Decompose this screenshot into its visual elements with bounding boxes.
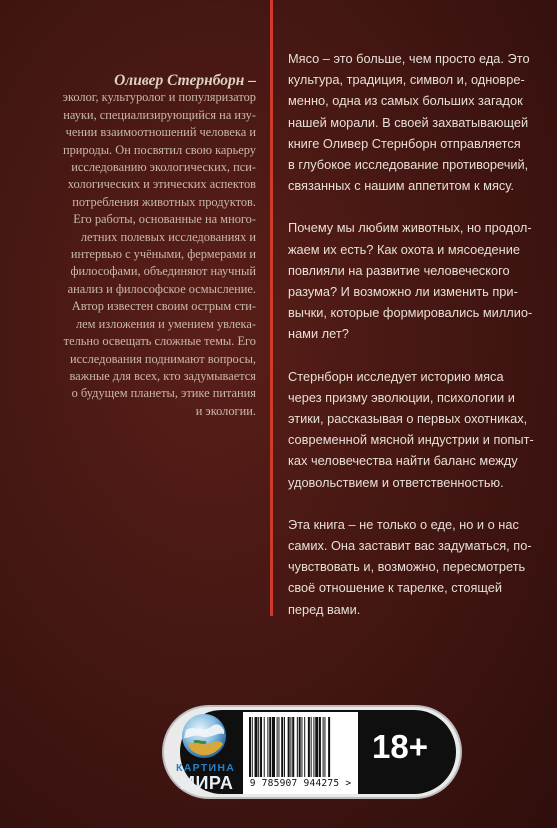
barcode-bar [267, 717, 268, 777]
description-line: удовольствием и ответственностью. [288, 474, 504, 490]
barcode-bar [252, 717, 253, 777]
barcode-bar [278, 717, 279, 777]
author-bio [40, 72, 256, 420]
description-line: этики, рассказывая о первых охотниках, [288, 411, 528, 427]
bio-line: Его работы, основанные на много- [73, 212, 256, 227]
description-line: Стернборн исследует историю мяса [288, 368, 504, 384]
barcode-bar [301, 717, 302, 777]
description-line: через призму эволюции, психологии и [288, 389, 515, 405]
barcode-bar [308, 717, 310, 777]
description-line: повлияли на развитие человеческого [288, 262, 510, 278]
publisher-name-line2: МИРА [180, 773, 234, 793]
bio-line: анализ и философское осмысление. [67, 281, 256, 296]
barcode-bars [249, 717, 352, 777]
barcode-bar [281, 717, 283, 777]
barcode-bar [315, 717, 318, 777]
barcode-bar [249, 717, 251, 777]
description-paragraph [288, 217, 540, 344]
bio-line: исследованию экологических, пси- [71, 160, 256, 175]
description-line: современной мясной индустрии и попыт- [288, 432, 534, 448]
description-paragraph [288, 366, 540, 493]
description-line: в глубокое исследование противоречий, [288, 157, 529, 173]
bio-line: лем изложения и умением увлека- [76, 316, 256, 331]
description-line: Почему мы любим животных, но продол- [288, 220, 532, 236]
red-divider-line [270, 0, 273, 616]
barcode-bar [299, 717, 301, 777]
description-line: Эта книга – не только о еде, но и о нас [288, 516, 519, 532]
book-description [288, 48, 540, 641]
bio-line: интервью с учёными, фермерами и [70, 247, 256, 262]
barcode-bar [328, 717, 330, 777]
bio-line: потребления животных продуктов. [72, 194, 256, 209]
description-line: связанных с нашим аппетитом к мясу. [288, 178, 514, 194]
description-line: своё отношение к тарелке, стоящей [288, 580, 503, 596]
barcode-bar [264, 717, 265, 777]
description-line: культура, традиция, символ и, одновре- [288, 72, 525, 88]
bio-line: летних полевых исследованиях и [80, 229, 256, 244]
bio-line: Автор известен своим острым сти- [71, 299, 256, 314]
bio-line: науки, специализирующийся на изу- [63, 107, 256, 122]
bio-line: природы. Он посвятил свою карьеру [62, 142, 256, 157]
bio-line: философами, объединяют научный [70, 264, 256, 279]
barcode-bar [311, 717, 312, 777]
age-rating-badge: 18+ [372, 728, 428, 765]
bio-line: исследования поднимают вопросы, [69, 351, 256, 366]
barcode-bar [277, 717, 278, 777]
description-line: книге Оливер Стернборн отправляется [288, 135, 521, 151]
description-line: жаем их есть? Как охота и мясоедение [288, 241, 520, 257]
description-line: менно, одна из самых больших загадок [288, 93, 523, 109]
barcode-bar [269, 717, 271, 777]
barcode-bar [255, 717, 258, 777]
barcode-bar [290, 717, 291, 777]
description-paragraph [288, 514, 540, 620]
globe-icon [180, 712, 228, 760]
bio-line: эколог, культуролог и популяризатор [62, 90, 256, 105]
barcode-bar [319, 717, 321, 777]
description-line: вычки, которые формировались миллио- [288, 305, 533, 321]
bio-line: хологических и этических аспектов [67, 177, 256, 192]
bio-line: тельно освещать сложные темы. Его [63, 334, 256, 349]
description-line: Мясо – это больше, чем просто еда. Это [288, 51, 530, 66]
barcode-bar [258, 717, 259, 777]
publisher-name-line1: КАРТИНА [176, 762, 236, 774]
description-paragraph [288, 48, 540, 196]
description-line: ках человечества найти баланс между [288, 453, 518, 469]
barcode-bar [260, 717, 262, 777]
barcode-bar [284, 717, 285, 777]
bio-line: важные для всех, кто задумывается [69, 368, 256, 383]
description-line: перед вами. [288, 601, 361, 617]
barcode-bar [324, 717, 325, 777]
barcode-bar [313, 717, 314, 777]
author-name: Оливер Стернборн – [114, 72, 256, 89]
barcode-bar [272, 717, 275, 777]
bio-line: о будущем планеты, этике питания [71, 386, 256, 401]
bio-line: чении взаимоотношений человека и [65, 125, 256, 140]
description-line: чувствовать и, возможно, пересмотреть [288, 559, 526, 575]
description-line: нами лет? [288, 326, 349, 342]
barcode-bar [292, 717, 294, 777]
barcode-bar [323, 717, 324, 777]
isbn-digits: 9 785907 944275 > [249, 778, 352, 789]
isbn-barcode [243, 712, 358, 794]
description-line: нашей морали. В своей захватывающей [288, 114, 529, 130]
barcode-bar [288, 717, 290, 777]
barcode-bar [304, 717, 305, 777]
description-line: самих. Она заставит вас задуматься, по- [288, 538, 532, 554]
bio-line: и экологии. [195, 403, 256, 418]
description-line: разума? И возможно ли изменить при- [288, 284, 518, 300]
barcode-bar [297, 717, 298, 777]
